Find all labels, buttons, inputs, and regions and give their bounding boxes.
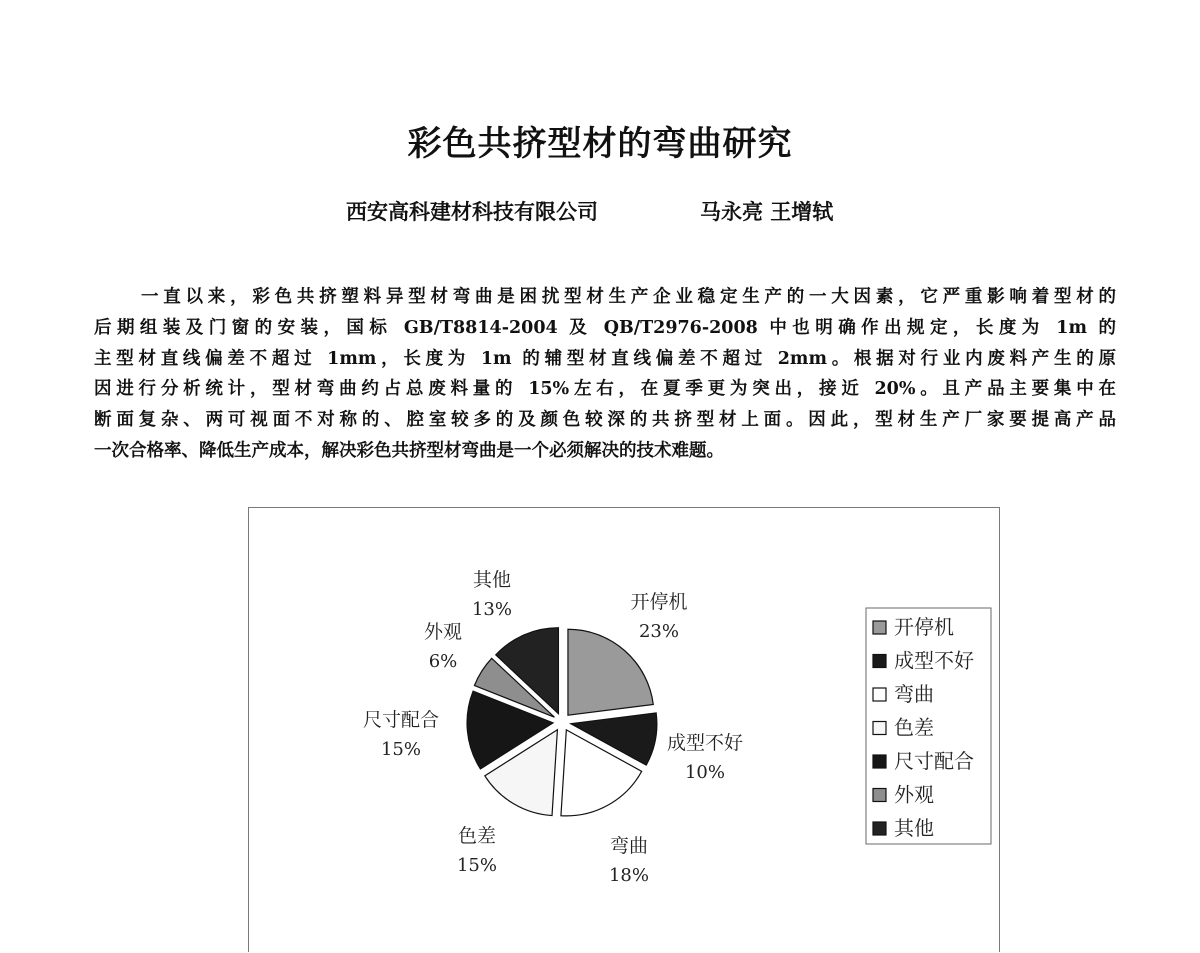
slice-percent-waiguan: 6% bbox=[428, 651, 458, 672]
legend-swatch-secha bbox=[873, 722, 886, 735]
pie-slice-kaitingji bbox=[568, 629, 653, 715]
legend-label-waiguan: 外观 bbox=[894, 782, 934, 807]
pie-slices bbox=[467, 628, 657, 816]
slice-label-chicun-peihe: 尺寸配合 bbox=[362, 709, 440, 731]
legend-label-chicun-peihe: 尺寸配合 bbox=[894, 749, 974, 773]
legend-swatch-waiguan bbox=[873, 789, 886, 802]
slice-percent-qita: 13% bbox=[471, 599, 513, 620]
organization: 西安高科建材科技有限公司 bbox=[346, 200, 598, 224]
authors: 马永亮 王增轼 bbox=[700, 200, 834, 224]
legend-label-qita: 其他 bbox=[894, 816, 934, 840]
slice-label-chengxing-buhao: 成型不好 bbox=[666, 732, 744, 754]
slice-label-kaitingji: 开停机 bbox=[630, 591, 688, 613]
paragraph-line: 一次合格率、降低生产成本，解决彩色共挤型材弯曲是一个必须解决的技术难题。 bbox=[94, 440, 724, 461]
slice-label-secha: 色差 bbox=[457, 825, 497, 847]
slice-percent-kaitingji: 23% bbox=[638, 621, 680, 642]
legend-label-wanqu: 弯曲 bbox=[894, 682, 934, 706]
pie-chart bbox=[249, 508, 1001, 953]
legend-swatch-qita bbox=[873, 822, 886, 835]
pie-labels bbox=[363, 569, 743, 886]
slice-label-qita: 其他 bbox=[472, 569, 512, 591]
legend-swatch-wanqu bbox=[873, 688, 886, 701]
paragraph-line: 因进行分析统计，型材弯曲约占总废料量的 15%左右，在夏季更为突出，接近 20%。且产品主要集中在 bbox=[94, 379, 1116, 400]
paragraph-line: 主型材直线偏差不超过 1mm，长度为 1m 的辅型材直线偏差不超过 2mm。根据对行业内废料产生的原 bbox=[94, 348, 1116, 369]
intro-paragraph bbox=[94, 282, 1116, 467]
slice-percent-chengxing-buhao: 10% bbox=[684, 762, 726, 783]
slice-percent-chicun-peihe: 15% bbox=[380, 739, 422, 760]
paragraph-line: 断面复杂、两可视面不对称的、腔室较多的及颜色较深的共挤型材上面。因此，型材生产厂家要提高产品 bbox=[94, 410, 1116, 431]
legend-label-kaitingji: 开停机 bbox=[894, 615, 954, 639]
paper-title: 彩色共挤型材的弯曲研究 bbox=[407, 124, 793, 164]
slice-label-waiguan: 外观 bbox=[423, 621, 463, 643]
paragraph-line: 一直以来，彩色共挤塑料异型材弯曲是困扰型材生产企业稳定生产的一大因素，它严重影响着型材的 bbox=[141, 287, 1116, 307]
legend-label-chengxing-buhao: 成型不好 bbox=[894, 648, 974, 673]
slice-percent-wanqu: 18% bbox=[608, 865, 650, 886]
legend-swatch-chicun-peihe bbox=[873, 755, 886, 768]
paragraph-line: 后期组装及门窗的安装，国标 GB/T8814-2004 及 QB/T2976-2008 中也明确作出规定，长度为 1m 的 bbox=[94, 317, 1116, 338]
slice-percent-secha: 15% bbox=[456, 855, 498, 876]
slice-label-wanqu: 弯曲 bbox=[609, 835, 649, 857]
chart-legend bbox=[866, 608, 991, 844]
legend-label-secha: 色差 bbox=[894, 715, 934, 740]
pie-chart-frame bbox=[248, 507, 1000, 952]
legend-swatch-chengxing-buhao bbox=[873, 655, 886, 668]
legend-swatch-kaitingji bbox=[873, 621, 886, 634]
